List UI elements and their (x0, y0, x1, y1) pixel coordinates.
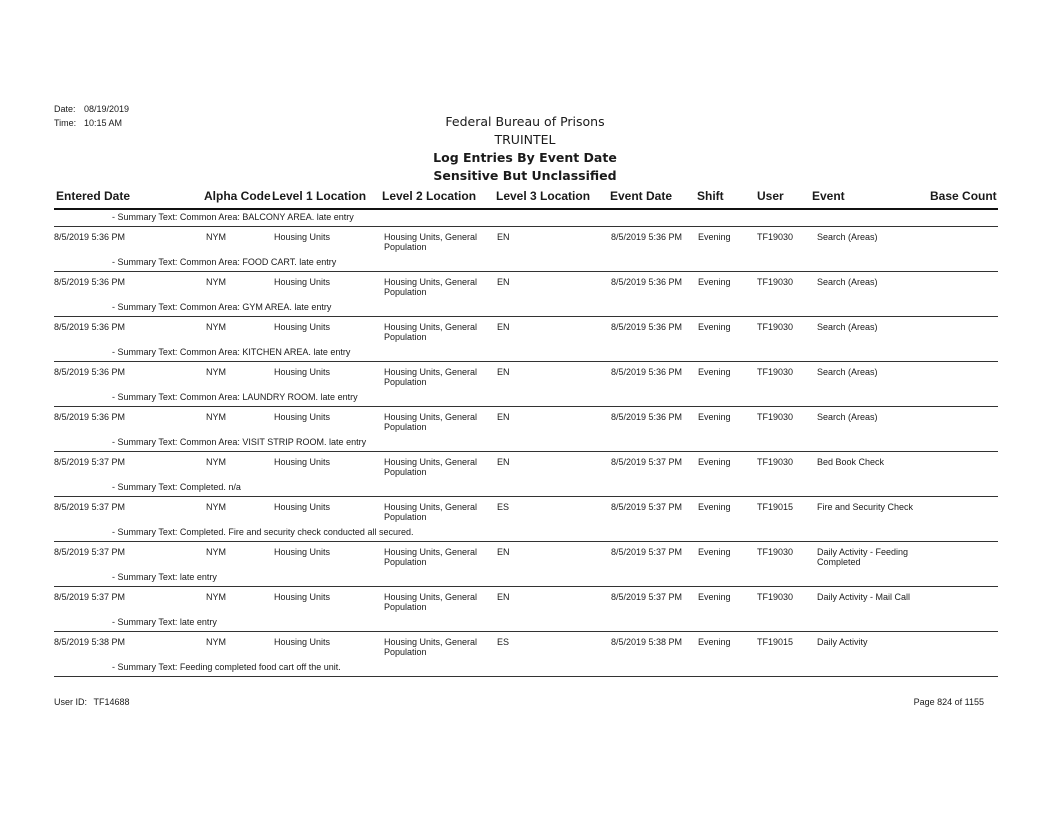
table-row (54, 497, 998, 523)
user: TF19030 (757, 232, 794, 242)
summary-text: - Summary Text: Feeding completed food cart off the unit. (112, 662, 341, 672)
summary-row (54, 253, 998, 272)
shift: Evening (698, 592, 731, 602)
summary-text: - Summary Text: Common Area: LAUNDRY ROOM. late entry (112, 392, 358, 402)
event-date: 8/5/2019 5:38 PM (611, 637, 683, 647)
entered-date: 8/5/2019 5:36 PM (54, 277, 126, 287)
table-row (54, 587, 998, 613)
entered-date: 8/5/2019 5:37 PM (54, 592, 126, 602)
report-date (54, 104, 129, 114)
alpha-code: NYM (206, 547, 226, 557)
alpha-code: NYM (206, 277, 226, 287)
user: TF19030 (757, 277, 794, 287)
event-date: 8/5/2019 5:37 PM (611, 547, 683, 557)
table-header (54, 186, 998, 210)
log-entries (54, 208, 998, 677)
event-date: 8/5/2019 5:36 PM (611, 232, 683, 242)
user: TF19015 (757, 637, 794, 647)
entered-date: 8/5/2019 5:36 PM (54, 412, 126, 422)
level1-location: Housing Units (274, 232, 331, 242)
user-id-value: TF14688 (93, 697, 130, 707)
report-title (300, 113, 750, 185)
level2-location: Housing Units, General Population (384, 547, 478, 567)
event: Search (Areas) (817, 412, 878, 422)
col-shift: Shift (697, 189, 724, 203)
page-number: Page 824 of 1155 (913, 697, 984, 707)
user-id-label: User ID: (54, 697, 88, 707)
event: Daily Activity - Mail Call (817, 592, 911, 602)
event-date: 8/5/2019 5:36 PM (611, 322, 683, 332)
time-value: 10:15 AM (84, 118, 123, 128)
user: TF19030 (757, 367, 794, 377)
level1-location: Housing Units (274, 412, 331, 422)
alpha-code: NYM (206, 322, 226, 332)
level1-location: Housing Units (274, 502, 331, 512)
entries-list (54, 227, 998, 677)
report-time (54, 118, 122, 128)
user: TF19015 (757, 502, 794, 512)
level1-location: Housing Units (274, 547, 331, 557)
col-event: Event (812, 189, 845, 203)
level3-location: EN (497, 547, 510, 557)
summary-row (54, 208, 998, 227)
table-row (54, 632, 998, 658)
shift: Evening (698, 322, 731, 332)
level1-location: Housing Units (274, 367, 331, 377)
col-user: User (757, 189, 784, 203)
level2-location: Housing Units, General Population (384, 502, 478, 522)
alpha-code: NYM (206, 502, 226, 512)
level3-location: EN (497, 592, 510, 602)
time-label: Time: (54, 118, 77, 128)
summary-row (54, 433, 998, 452)
summary-text: - Summary Text: Common Area: KITCHEN AREA. late entry (112, 347, 351, 357)
date-value: 08/19/2019 (84, 104, 130, 114)
level2-location: Housing Units, General Population (384, 232, 478, 252)
event-date: 8/5/2019 5:36 PM (611, 277, 683, 287)
user: TF19030 (757, 592, 794, 602)
footer-user (54, 697, 130, 707)
title-agency: Federal Bureau of Prisons (445, 114, 605, 129)
level2-location: Housing Units, General Population (384, 412, 478, 432)
event: Fire and Security Check (817, 502, 914, 512)
user: TF19030 (757, 412, 794, 422)
entered-date: 8/5/2019 5:38 PM (54, 637, 126, 647)
event-date: 8/5/2019 5:36 PM (611, 367, 683, 377)
alpha-code: NYM (206, 412, 226, 422)
alpha-code: NYM (206, 367, 226, 377)
title-classification: Sensitive But Unclassified (433, 168, 617, 183)
table-row (54, 317, 998, 343)
table-row (54, 362, 998, 388)
table-row (54, 452, 998, 478)
event-date: 8/5/2019 5:37 PM (611, 457, 683, 467)
event-date: 8/5/2019 5:37 PM (611, 502, 683, 512)
col-level3: Level 3 Location (496, 189, 591, 203)
event: Bed Book Check (817, 457, 885, 467)
level1-location: Housing Units (274, 277, 331, 287)
date-label: Date: (54, 104, 76, 114)
summary-row (54, 523, 998, 542)
level3-location: EN (497, 412, 510, 422)
event-date: 8/5/2019 5:36 PM (611, 412, 683, 422)
level2-location: Housing Units, General Population (384, 322, 478, 342)
level3-location: EN (497, 367, 510, 377)
summary-text: - Summary Text: late entry (112, 617, 217, 627)
summary-text: - Summary Text: late entry (112, 572, 217, 582)
user: TF19030 (757, 547, 794, 557)
level1-location: Housing Units (274, 322, 331, 332)
alpha-code: NYM (206, 232, 226, 242)
entered-date: 8/5/2019 5:37 PM (54, 547, 126, 557)
col-entered-date: Entered Date (56, 189, 131, 203)
col-level2: Level 2 Location (382, 189, 477, 203)
event: Search (Areas) (817, 277, 878, 287)
level3-location: EN (497, 277, 510, 287)
level2-location: Housing Units, General Population (384, 457, 478, 477)
summary-row (54, 478, 998, 497)
table-row (54, 272, 998, 298)
user: TF19030 (757, 457, 794, 467)
summary-row (54, 568, 998, 587)
level1-location: Housing Units (274, 592, 331, 602)
level3-location: EN (497, 457, 510, 467)
shift: Evening (698, 412, 731, 422)
table-row (54, 407, 998, 433)
title-report: Log Entries By Event Date (433, 150, 617, 165)
shift: Evening (698, 232, 731, 242)
summary-row (54, 298, 998, 317)
table-row (54, 542, 998, 568)
level3-location: EN (497, 232, 510, 242)
alpha-code: NYM (206, 592, 226, 602)
table-row (54, 227, 998, 253)
shift: Evening (698, 457, 731, 467)
entered-date: 8/5/2019 5:37 PM (54, 502, 126, 512)
alpha-code: NYM (206, 637, 226, 647)
level2-location: Housing Units, General Population (384, 592, 478, 612)
event: Daily Activity (817, 637, 868, 647)
entered-date: 8/5/2019 5:37 PM (54, 457, 126, 467)
summary-text: - Summary Text: Completed. Fire and security check conducted all secured. (112, 527, 414, 537)
shift: Evening (698, 637, 731, 647)
summary-row (54, 343, 998, 362)
col-event-date: Event Date (610, 189, 673, 203)
shift: Evening (698, 502, 731, 512)
level2-location: Housing Units, General Population (384, 637, 478, 657)
event-date: 8/5/2019 5:37 PM (611, 592, 683, 602)
level3-location: ES (497, 502, 510, 512)
event: Search (Areas) (817, 232, 878, 242)
level2-location: Housing Units, General Population (384, 277, 478, 297)
level2-location: Housing Units, General Population (384, 367, 478, 387)
shift: Evening (698, 547, 731, 557)
level3-location: EN (497, 322, 510, 332)
summary-text: - Summary Text: Common Area: GYM AREA. late entry (112, 302, 332, 312)
level1-location: Housing Units (274, 637, 331, 647)
summary-text: - Summary Text: Common Area: VISIT STRIP ROOM. late entry (112, 437, 367, 447)
shift: Evening (698, 277, 731, 287)
entered-date: 8/5/2019 5:36 PM (54, 367, 126, 377)
shift: Evening (698, 367, 731, 377)
level3-location: ES (497, 637, 510, 647)
col-alpha-code: Alpha Code (204, 189, 271, 203)
event: Daily Activity - Feeding Completed (817, 547, 909, 567)
summary-text: - Summary Text: Completed. n/a (112, 482, 241, 492)
event: Search (Areas) (817, 322, 878, 332)
summary-text: - Summary Text: Common Area: BALCONY AREA. late entry (112, 212, 354, 222)
summary-row (54, 658, 998, 677)
level1-location: Housing Units (274, 457, 331, 467)
summary-row (54, 388, 998, 407)
entered-date: 8/5/2019 5:36 PM (54, 322, 126, 332)
user: TF19030 (757, 322, 794, 332)
event: Search (Areas) (817, 367, 878, 377)
summary-text: - Summary Text: Common Area: FOOD CART. late entry (112, 257, 337, 267)
alpha-code: NYM (206, 457, 226, 467)
entered-date: 8/5/2019 5:36 PM (54, 232, 126, 242)
summary-row (54, 613, 998, 632)
title-system: TRUINTEL (494, 132, 556, 147)
col-base-count: Base Count (930, 189, 997, 203)
col-level1: Level 1 Location (272, 189, 367, 203)
